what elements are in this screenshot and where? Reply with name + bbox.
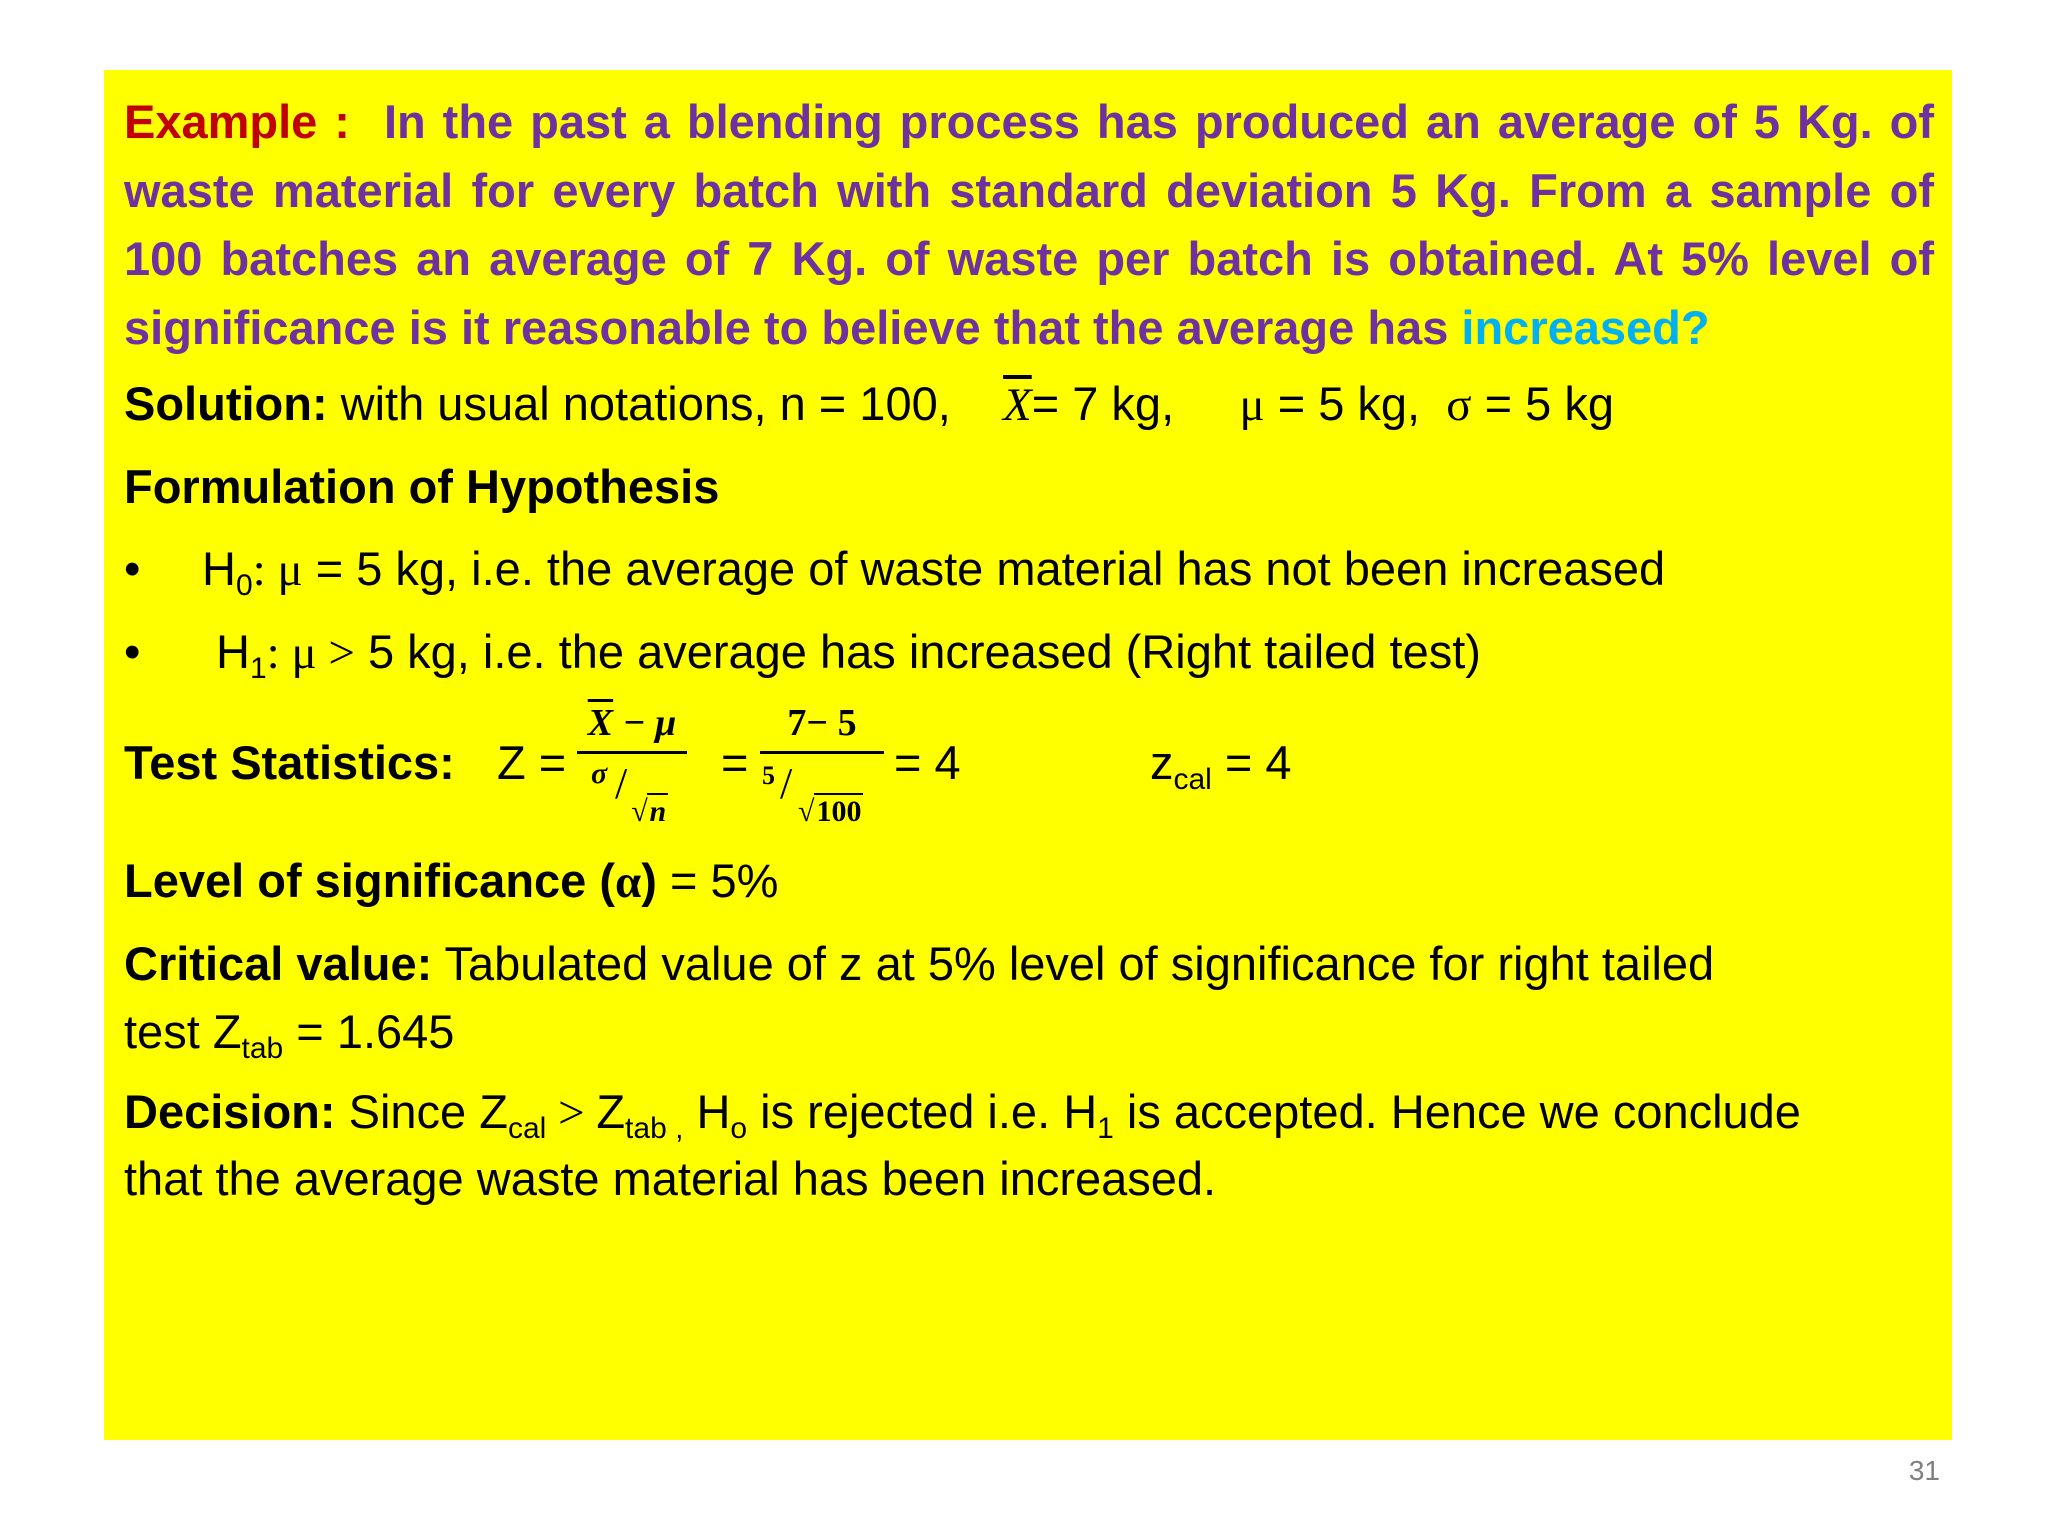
critical-test-z: test Z — [124, 1005, 242, 1058]
h0-subscript: 0 — [235, 569, 253, 602]
computed-fraction — [760, 701, 884, 828]
h0-mu: : μ — [252, 544, 303, 596]
radicand-100: 100 — [816, 795, 862, 828]
problem-text: In the past a blending process has produced an average of 5 Kg. of waste material for every batch with standard deviation 5 Kg. From a sample of 100 batches an average of 7 Kg. of waste per batch is obtained. At 5% level of significance is it reasonable to believe that the average has — [124, 95, 1934, 354]
zcal-value: = 4 — [1224, 736, 1292, 789]
solution-label: Solution: — [124, 377, 328, 430]
denominator-slash: / — [780, 759, 793, 808]
problem-tail: increased? — [1461, 300, 1710, 354]
decision-h: H — [683, 1085, 731, 1138]
fraction-bar — [577, 751, 687, 754]
h1-text: 5 kg, i.e. the average has increased (Right tailed test) — [367, 625, 1481, 678]
decision-rejected: is rejected i.e. H — [747, 1085, 1098, 1138]
xbar-symbol: $\overline{X}$ — [1003, 379, 1032, 431]
decision-tab-sub: tab , — [625, 1112, 684, 1145]
decision-since: Since Z — [348, 1085, 508, 1138]
decision-label: Decision: — [124, 1085, 336, 1138]
test-statistics-label: Test Statistics: — [124, 736, 455, 789]
denominator-slash: / — [615, 759, 628, 808]
significance-line — [124, 851, 1934, 912]
formulation-heading: Formulation of Hypothesis — [124, 460, 720, 513]
test-statistics-row — [124, 701, 1934, 841]
critical-text: Tabulated value of z at 5% level of significance for right tailed — [444, 937, 1715, 990]
alpha-symbol: α — [615, 856, 642, 908]
critical-label: Critical value: — [124, 937, 433, 990]
formula-numerator — [577, 701, 687, 745]
critical-line-2 — [124, 1002, 1934, 1065]
critical-line-1 — [124, 934, 1934, 994]
sigma-symbol: σ — [1446, 379, 1472, 431]
decision-ztab: Z — [596, 1085, 626, 1138]
greater-than: > — [546, 1087, 597, 1139]
zcal-letter: z — [1150, 736, 1174, 789]
slide-content — [124, 88, 1934, 1209]
page-number: 31 — [1908, 1455, 1940, 1486]
denominator-five: 5 — [762, 761, 775, 790]
problem-statement — [124, 88, 1934, 362]
xbar-value: = 7 kg, — [1031, 377, 1175, 430]
decision-o-sub: o — [730, 1112, 748, 1145]
example-label: Example : — [124, 95, 350, 148]
fraction-bar — [760, 751, 884, 754]
numerator-xbar: $\overline{X}$ — [587, 702, 614, 744]
hypothesis-h1 — [124, 622, 1934, 683]
decision-one-sub: 1 — [1097, 1112, 1114, 1145]
sqrt-100: √100 — [798, 795, 862, 828]
h1-letter: H — [216, 625, 250, 678]
denominator-sigma: σ — [591, 757, 608, 790]
significance-label: Level of significance ( — [124, 854, 616, 907]
decision-accepted: is accepted. Hence we conclude — [1113, 1085, 1801, 1138]
zcal-subscript: cal — [1173, 763, 1212, 796]
sigma-value: = 5 kg — [1484, 377, 1614, 430]
h1-mu: : μ > — [266, 627, 355, 679]
bullet-icon: • — [124, 625, 141, 678]
zcal-statement — [1150, 733, 1292, 796]
numerator-minus-mu: − μ — [613, 702, 677, 744]
equals-sign: = — [721, 736, 749, 789]
mu-value: = 5 kg, — [1277, 377, 1421, 430]
significance-close: ) — [641, 854, 657, 907]
decision-cal-sub: cal — [507, 1112, 547, 1145]
critical-subscript: tab — [241, 1032, 284, 1065]
z-result: = 4 — [894, 736, 961, 789]
hypothesis-h0 — [124, 539, 1934, 600]
solution-line — [124, 374, 1934, 435]
h1-subscript: 1 — [249, 652, 267, 685]
radicand-n: n — [649, 795, 667, 828]
solution-text: with usual notations, n = 100, — [340, 377, 951, 430]
critical-value: = 1.645 — [283, 1005, 455, 1058]
decision-line-1 — [124, 1082, 1934, 1143]
mu-symbol: μ — [1239, 379, 1265, 431]
h0-text: = 5 kg, i.e. the average of waste material has not been increased — [315, 542, 1666, 595]
bullet-icon: • — [124, 542, 141, 595]
sqrt-n: √n — [631, 795, 667, 828]
significance-value: = 5% — [669, 854, 779, 907]
h0-letter: H — [202, 542, 236, 595]
z-equals: Z = — [497, 736, 567, 789]
formula-fraction — [577, 701, 687, 828]
slide-panel — [104, 70, 1952, 1440]
computed-numerator: 7− 5 — [787, 702, 857, 744]
decision-line-2: that the average waste material has been increased. — [124, 1152, 1217, 1205]
